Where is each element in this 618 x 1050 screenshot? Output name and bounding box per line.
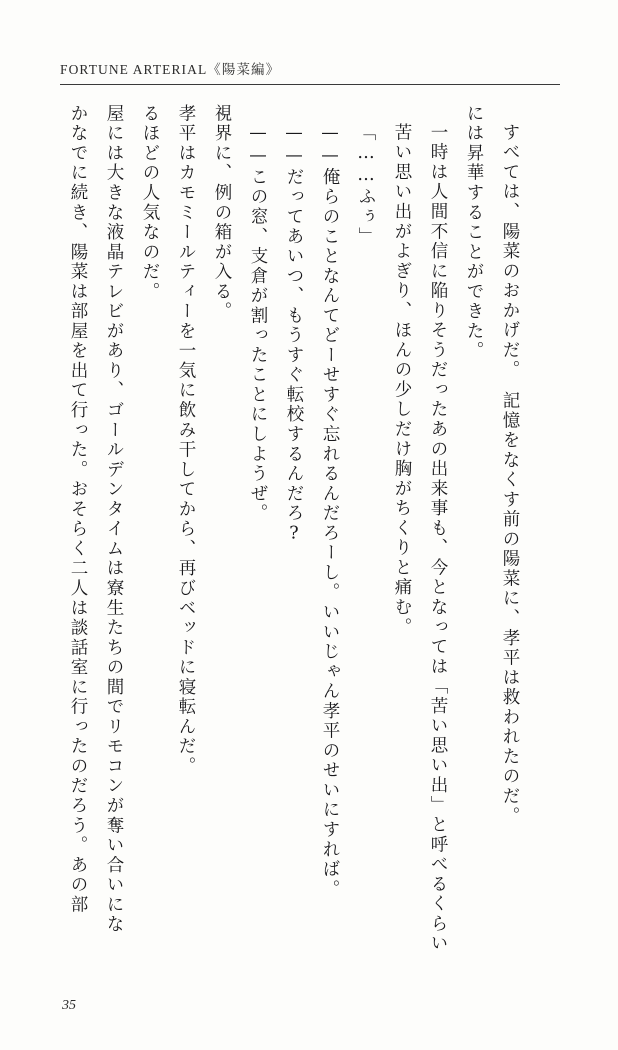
page-body: [50, 104, 570, 954]
page-number: 35: [62, 998, 76, 1013]
text-column: 孝平はカモミールティーを一気に飲み干してから、再びベッドに寝転んだ。: [176, 104, 196, 777]
running-header-text: FORTUNE ARTERIAL《陽菜編》: [60, 62, 281, 77]
text-column: 屋には大きな液晶テレビがあり、ゴールデンタイムは寮生たちの間でリモコンが奪い合いにな: [104, 104, 124, 935]
text-column: 苦い思い出がよぎり、ほんの少しだけ胸がちくりと痛む。: [392, 123, 412, 638]
header-rule: [60, 84, 560, 85]
text-column: かなでに続き、陽菜は部屋を出て行った。おそらく二人は談話室に行ったのだろう。あの部: [68, 104, 88, 915]
running-header: [60, 58, 540, 78]
text-column: ——俺らのことなんてどーせすぐ忘れるんだろーし。いいじゃん孝平のせいにすれば。: [320, 123, 340, 900]
text-column: には昇華することができた。: [464, 104, 484, 362]
text-column: るほどの人気なのだ。: [140, 104, 160, 302]
text-column: 視界に、例の箱が入る。: [212, 104, 232, 322]
text-column: ——この窓、支倉が割ったことにしようぜ。: [248, 123, 268, 524]
text-column: ——だってあいつ、もうすぐ転校するんだろ?: [284, 123, 304, 546]
text-column: 「……ふぅ」: [356, 123, 376, 247]
text-column: すべては、陽菜のおかげだ。 記憶をなくす前の陽菜に、孝平は救われたのだ。: [500, 123, 520, 827]
text-column: 一時は人間不信に陥りそうだったあの出来事も、今となっては「苦い思い出」と呼べるくらい: [428, 123, 448, 954]
